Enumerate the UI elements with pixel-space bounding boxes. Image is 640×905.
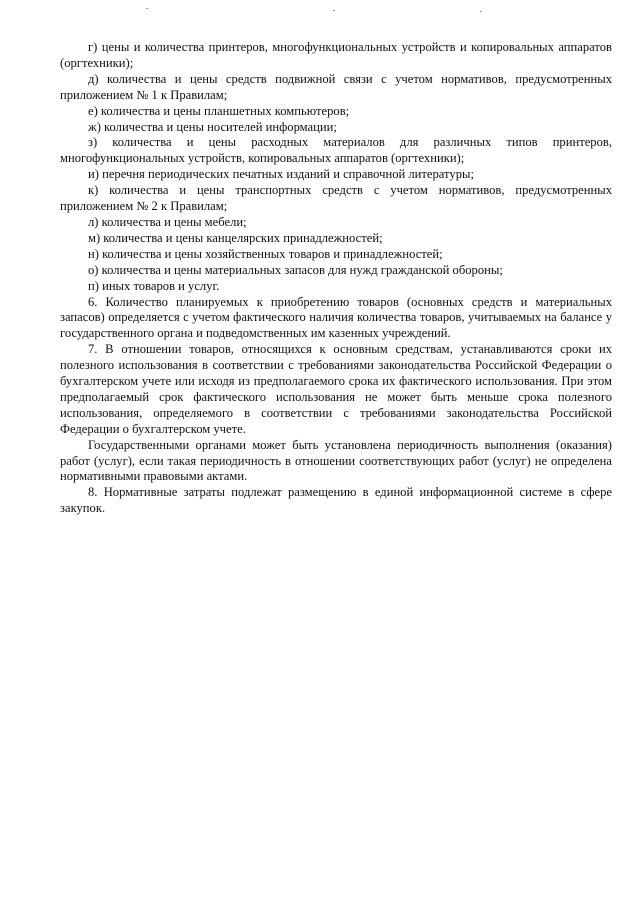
clause-7: 7. В отношении товаров, относящихся к основным средствам, устанавливаются сроки их полезного использования в соответствии с требованиями законодательства Российской Федерации о бухгалтерском учете или исходя из предполагаемого срока их фактического использования. При этом предполагаемый срок фактического использования не может быть меньше срока полезного использования, определяемого в соответствии с требованиями законодательства Российской Федерации о бухгалтерском учете. (60, 342, 612, 436)
list-item-g: г) цены и количества принтеров, многофункциональных устройств и копировальных аппаратов (оргтехники); (60, 40, 612, 70)
clause-8: 8. Нормативные затраты подлежат размещению в единой информационной системе в сфере закупок. (60, 485, 612, 516)
list-item-o: о) количества и цены материальных запасов для нужд гражданской обороны; (88, 262, 503, 277)
list-item-e: е) количества и цены планшетных компьютеров; (88, 103, 350, 118)
list-item-m: м) количества и цены канцелярских принадлежностей; (88, 230, 383, 245)
scan-speck (146, 8, 148, 9)
scan-speck (480, 11, 482, 12)
list-item-p: п) иных товаров и услуг. (88, 278, 220, 293)
list-item-z: з) количества и цены расходных материалов для различных типов принтеров, многофункциональных устройств, копировальных аппаратов (оргтехники); (60, 135, 612, 166)
scan-speck (333, 10, 335, 11)
list-item-zh: ж) количества и цены носителей информации; (88, 119, 337, 134)
clause-6: 6. Количество планируемых к приобретению товаров (основных средств и материальных запасов) определяется с учетом фактического наличия количества товаров, учитываемых на балансе у государственного органа и подведомственных им казенных учреждений. (60, 294, 612, 341)
list-item-d: д) количества и цены средств подвижной связи с учетом нормативов, предусмотренных приложением № 1 к Правилам; (60, 71, 612, 102)
list-item-n: н) количества и цены хозяйственных товаров и принадлежностей; (88, 246, 443, 261)
list-item-k: к) количества и цены транспортных средств с учетом нормативов, предусмотренных приложением № 2 к Правилам; (60, 183, 612, 214)
clause-7-continuation: Государственными органами может быть установлена периодичность выполнения (оказания) работ (услуг), если такая периодичность в отношении соответствующих работ (услуг) не определена нормативными правовыми актами. (60, 437, 612, 484)
document-body (60, 40, 612, 517)
list-item-i: и) перечня периодических печатных изданий и справочной литературы; (88, 167, 474, 182)
list-item-l: л) количества и цены мебели; (88, 214, 247, 229)
